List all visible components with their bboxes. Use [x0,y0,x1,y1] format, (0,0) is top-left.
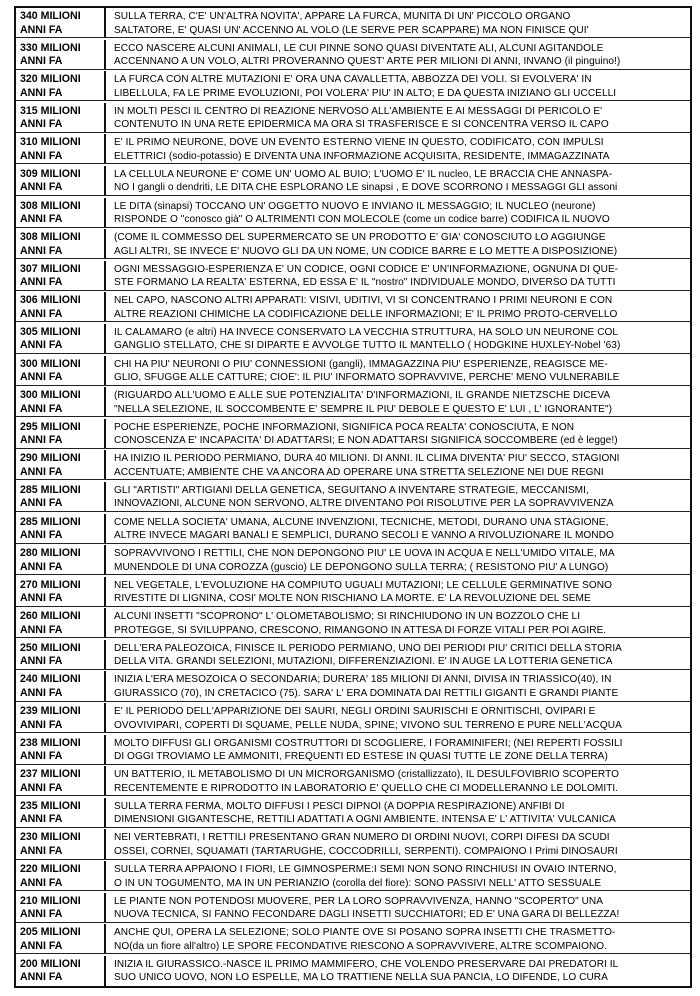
description-line: GANGLIO STELLATO, CHE SI DIPARTE E AVVOLGE TUTTO IL MANTELLO ( HODGKINE HUXLEY-Nobel '63) [114,340,621,352]
time-label [16,545,106,574]
time-label-line: 230 MILIONI [20,831,81,844]
time-label-line: ANNI FA [20,529,63,541]
timeline-row [16,956,690,986]
description-line: STE FORMANO LA REALTA' ESTERNA, ED ESSA E' IL "nostro" INDIVIDUALE MONDO, DIVERSO DA TUTTI [114,277,616,289]
time-label-line: 308 MILIONI [20,199,81,212]
time-label [16,482,106,511]
timeline-row [16,798,690,828]
description [106,766,690,795]
time-label [16,735,106,764]
time-label-line: ANNI FA [20,213,63,226]
time-label-line: 250 MILIONI [20,641,81,654]
time-label-line: 260 MILIONI [20,610,81,623]
time-label-line: 308 MILIONI [20,231,81,244]
time-label [16,893,106,922]
description-line: MUNENDOLE DI UNA COROZZA (guscio) LE DEPONGONO SULLA TERRA; ( RESISTONO PIU' A LUNGO) [114,561,609,573]
time-label-line: ANNI FA [20,908,63,921]
description-line: DELL'ERA PALEOZOICA, FINISCE IL PERIODO PERMIANO, UNO DEI PERIODI PIU' CRITICI DELLA STORIA [114,642,622,654]
description-line: UN BATTERIO, IL METABOLISMO DI UN MICRORGANISMO (cristallizzato), IL DESULFOVIBRIO SCOPERTO [114,769,620,781]
description-line: INIZIA IL GIURASSICO.-NASCE IL PRIMO MAMMIFERO, CHE VOLENDO PRESERVARE DAI PREDATORI IL [114,958,619,970]
time-label-line: ANNI FA [20,781,63,794]
description [106,577,690,606]
time-label-line: ANNI FA [20,118,63,131]
time-label [16,40,106,69]
time-label-line: ANNI FA [20,465,63,478]
timeline-row [16,324,690,354]
timeline-row [16,229,690,259]
description-line: SULLA TERRA APPAIONO I FIORI, LE GIMNOSPERME:I SEMI NON SONO RINCHIUSI IN OVAIO INTERNO, [114,864,617,876]
description-line: NO I gangli o dendriti, LE DITA CHE ESPLORANO LE sinapsi , E DOVE SCORRONO I MESSAGGI GLI assoni [114,182,618,194]
timeline-row [16,766,690,796]
description [106,71,690,100]
timeline-row [16,703,690,733]
timeline-row [16,71,690,101]
time-label-line: ANNI FA [20,55,63,68]
description [106,829,690,858]
time-label-line: ANNI FA [20,339,63,352]
timeline-row [16,356,690,386]
time-label [16,861,106,890]
time-label-line: 285 MILIONI [20,483,81,496]
time-label-line: ANNI FA [20,623,63,636]
time-label [16,71,106,100]
description-line: SOPRAVVIVONO I RETTILI, CHE NON DEPONGONO PIU' LE UOVA IN ACQUA E NELL'UMIDO VITALE, MA [114,548,615,560]
time-label-line: 239 MILIONI [20,705,81,718]
description [106,261,690,290]
time-label-line: 310 MILIONI [20,136,81,149]
description-line: CONOSCENZA E' INCAPACITA' DI ADATTARSI; E NON ADATTARSI SIGNIFICA SOCCOMBERE (ed è legge!) [114,435,618,447]
time-label-line: ANNI FA [20,434,63,447]
description-line: RISPONDE O "conosco già" O ALTRIMENTI CON MOLECOLE (come un codice barre) CODIFICA IL NUOVO [114,214,610,226]
time-label [16,8,106,37]
description-line: GLI "ARTISTI" ARTIGIANI DELLA GENETICA, SEGUITANO A INVENTARE STRATEGIE, MECCANISMI, [114,484,589,496]
timeline-row [16,924,690,954]
time-label-line: 205 MILIONI [20,926,81,939]
description [106,735,690,764]
time-label-line: ANNI FA [20,181,63,194]
description [106,861,690,890]
time-label-line: ANNI FA [20,750,63,763]
time-label [16,324,106,353]
timeline-row [16,545,690,575]
description-line: INIZIA L'ERA MESOZOICA O SECONDARIA; DURERA' 185 MILIONI DI ANNI, DIVISA IN TRIASSICO(40), IN [114,674,612,686]
description-line: GLIO, SFUGGE ALLE CATTURE; CIOE': IL PIU' INFORMATO SOPRAVVIVE, PERCHE' MENO VULNERABILE [114,372,620,384]
timeline-row [16,261,690,291]
description [106,387,690,416]
timeline-row [16,134,690,164]
description [106,356,690,385]
timeline-row [16,292,690,322]
description-line: ANCHE QUI, OPERA LA SELEZIONE; SOLO PIANTE OVE SI POSANO SOPRA INSETTI CHE TRASMETTO- [114,927,616,939]
time-label [16,261,106,290]
description-line: CONTENUTO IN UNA RETE EPIDERMICA MA ORA SI TRASFERISCE E SI CONCENTRA VERSO IL CAPO [114,119,609,131]
description-line: DI OGGI TROVIAMO LE AMMONITI, FREQUENTI ED ESTESE IN QUASI TUTTE LE ZONE DELLA TERRA) [114,751,608,763]
time-label [16,577,106,606]
time-label-line: ANNI FA [20,655,63,668]
description-line: DIMENSIONI GIGANTESCHE, RETTILI ADATTATI A OGNI AMBIENTE. INTENSA E' L' ATTIVITA' VULCANICA [114,814,616,826]
time-label-line: ANNI FA [20,844,63,857]
description [106,608,690,637]
description-line: ALTRE REAZIONI CHIMICHE LA CODIFICAZIONE DELLE INFORMAZIONI; E' IL PRIMO PROTO-CERVELLO [114,308,618,320]
timeline-row [16,893,690,923]
description-line: E' IL PRIMO NEURONE, DOVE UN EVENTO ESTERNO VIENE IN QUESTO, CODIFICATO, CON IMPULSI [114,137,604,149]
description [106,703,690,732]
time-label [16,166,106,195]
description [106,324,690,353]
time-label-line: ANNI FA [20,86,63,99]
time-label [16,134,106,163]
description-line: HA INIZIO IL PERIODO PERMIANO, DURA 40 MILIONI. DI ANNI. IL CLIMA DIVENTA' PIU' SECCO, STAGIONI [114,453,620,465]
description-line: LE DITA (sinapsi) TOCCANO UN' OGGETTO NUOVO E INVIANO IL MESSAGGIO; IL NUCLEO (neurone) [114,200,596,212]
timeline-row [16,103,690,133]
description-line: RECENTEMENTE E RIPRODOTTO IN LABORATORIO E' QUELLO CHE CI MODELLERANNO LE DOLOMITI. [114,782,619,794]
description-line: AGLI ALTRI, SE INVECE E' NUOVO GLI DA UN NOME, UN CODICE BARRE E LO METTE A DISPOSIZIONE) [114,245,618,257]
timeline-row [16,640,690,670]
description [106,198,690,227]
time-label [16,198,106,227]
description-line: ELETTRICI (sodio-potassio) E DIVENTA UNA INFORMAZIONE ACQUISITA, RESIDENTE, IMMAGAZZINATA [114,150,610,162]
description [106,893,690,922]
time-label-line: 235 MILIONI [20,799,81,812]
description-line: NO(da un fiore all'altro) LE SPORE FECONDATIVE RIESCONO A SOPRAVVIVERE, ALTRE SCOMPAIONO. [114,940,608,952]
description [106,514,690,543]
time-label-line: 238 MILIONI [20,736,81,749]
time-label-line: 295 MILIONI [20,420,81,433]
description [106,640,690,669]
description-line: OGNI MESSAGGIO-ESPERIENZA E' UN CODICE, OGNI CODICE E' UN'INFORMAZIONE, OGNUNA DI QUE- [114,263,619,275]
time-label-line: ANNI FA [20,813,63,826]
time-label-line: ANNI FA [20,939,63,952]
time-label [16,829,106,858]
timeline-row [16,419,690,449]
time-label [16,514,106,543]
description-line: SUO UNICO UOVO, NON LO ESPELLE, MA LO TRATTIENE NELLA SUA PANCIA, LO DIFENDE, LO CURA [114,972,608,984]
time-label [16,419,106,448]
time-label [16,292,106,321]
timeline-row [16,387,690,417]
description-line: LE PIANTE NON POTENDOSI MUOVERE, PER LA LORO SOPRAVVIVENZA, HANNO "SCOPERTO" UNA [114,895,604,907]
time-label [16,766,106,795]
time-label-line: 340 MILIONI [20,10,81,22]
time-label-line: ANNI FA [20,402,63,415]
description [106,419,690,448]
timeline-row [16,198,690,228]
description [106,956,690,986]
description-line: GIURASSICO (70), IN CRETACICO (75). SARA' L' ERA DOMINATA DAI RETTILI GIGANTI E GRANDI PIANTE [114,687,619,699]
time-label-line: 200 MILIONI [20,957,81,970]
time-label [16,450,106,479]
description [106,134,690,163]
time-label-line: 280 MILIONI [20,547,81,560]
description-line: E' IL PERIODO DELL'APPARIZIONE DEI SAURI, NEGLI ORDINI SAURISCHI E ORNITISCHI, OVIPARI E [114,706,596,718]
description-line: COME NELLA SOCIETA' UMANA, ALCUNE INVENZIONI, TECNICHE, METODI, DURANO UNA STAGIONE, [114,516,609,528]
timeline-row [16,450,690,480]
timeline-row [16,861,690,891]
description-line: ECCO NASCERE ALCUNI ANIMALI, LE CUI PINNE SONO QUASI DIVENTATE ALI, ALCUNI AGITANDOLE [114,42,604,54]
time-label-line: 270 MILIONI [20,578,81,591]
time-label-line: 306 MILIONI [20,294,81,307]
time-label-line: ANNI FA [20,276,63,289]
description [106,671,690,700]
description-line: NEI VERTEBRATI, I RETTILI PRESENTANO GRAN NUMERO DI ORDINI NUOVI, CORPI DIFESI DA SCUDI [114,832,610,844]
time-label-line: ANNI FA [20,876,63,889]
description-line: ALTRE INVECE MAGARI BANALI E SEMPLICI, DURANO SECOLI E VANNO A RIVOLUZIONARE IL MONDO [114,530,614,541]
description-line: POCHE ESPERIENZE, POCHE INFORMAZIONI, SIGNIFICA POCA REALTA' CONOSCIUTA, E NON [114,421,575,433]
time-label [16,640,106,669]
description [106,103,690,132]
time-label-line: 240 MILIONI [20,673,81,686]
time-label-line: 220 MILIONI [20,863,81,876]
time-label [16,356,106,385]
description-line: ALCUNI INSETTI "SCOPRONO" L' OLOMETABOLISMO; SI RINCHIUDONO IN UN BOZZOLO CHE LI [114,611,581,623]
description-line: (COME IL COMMESSO DEL SUPERMERCATO SE UN PRODOTTO E' GIA' CONOSCIUTO LO AGGIUNGE [114,232,606,244]
time-label [16,387,106,416]
time-label-line: 330 MILIONI [20,41,81,54]
description-line: LIBELLULA, FA LE PRIME EVOLUZIONI, POI VOLERA' PIU' IN ALTO; E DA QUESTA INIZIANO GLI UCCELLI [114,87,617,99]
time-label-line: ANNI FA [20,560,63,573]
description-line: SULLA TERRA, C'E' UN'ALTRA NOVITA', APPARE LA FURCA, MUNITA DI UN' PICCOLO ORGANO [114,11,571,22]
timeline-row [16,40,690,70]
description [106,8,690,37]
description-line: MOLTO DIFFUSI GLI ORGANISMI COSTRUTTORI DI SCOGLIERE, I FORAMINIFERI; (NEI REPERTI FOSSILI [114,737,623,749]
time-label [16,956,106,986]
time-label-line: 300 MILIONI [20,357,81,370]
description [106,924,690,953]
description-line: CHI HA PIU' NEURONI O PIU' CONNESSIONI (gangli), IMMAGAZZINA PIU' ESPERIENZE, REAGISCE ME- [114,358,608,370]
description-line: DELLA VITA. GRANDI SELEZIONI, MUTAZIONI, DIFFERENZIAZIONI. E' IN AUGE LA LOTTERIA GENETICA [114,656,613,668]
description-line: O IN UN TOGUMENTO, MA IN UN PERIANZIO (corolla del fiore): SONO PASSIVI NELL' ATTO SESSUALE [114,877,602,889]
time-label [16,924,106,953]
description-line: IN MOLTI PESCI IL CENTRO DI REAZIONE NERVOSO ALL'AMBIENTE E AI MESSAGGI DI PERICOLO E' [114,105,603,117]
time-label-line: ANNI FA [20,686,63,699]
timeline-row [16,829,690,859]
timeline-row [16,608,690,638]
time-label-line: ANNI FA [20,718,63,731]
description-line: INNOVAZIONI, ALCUNE NON SERVONO, ALTRE DIVENTANO POI RISOLUTIVE PER LA SOPRAVVIVENZA [114,498,614,510]
description [106,292,690,321]
time-label-line: 210 MILIONI [20,894,81,907]
timeline-row [16,577,690,607]
description [106,166,690,195]
timeline-row [16,735,690,765]
time-label-line: ANNI FA [20,244,63,257]
timeline-row [16,514,690,544]
time-label-line: 309 MILIONI [20,167,81,180]
timeline-row [16,482,690,512]
time-label [16,608,106,637]
time-label [16,229,106,258]
time-label-line: 300 MILIONI [20,389,81,402]
time-label-line: 305 MILIONI [20,325,81,338]
description-line: SULLA TERRA FERMA, MOLTO DIFFUSI I PESCI DIPNOI (A DOPPIA RESPIRAZIONE) ANFIBI DI [114,800,565,812]
description-line: NEL CAPO, NASCONO ALTRI APPARATI: VISIVI, UDITIVI, VI SI CONCENTRANO I PRIMI NEURONI E CON [114,295,613,307]
description-line: SALTATORE, E' QUASI UN' ACCENNO AL VOLO (LE SERVE PER SCAPPARE) MA NON FINISCE QUI' [114,24,589,36]
time-label-line: ANNI FA [20,23,63,36]
time-label-line: 285 MILIONI [20,515,81,528]
time-label [16,671,106,700]
timeline-row [16,8,690,38]
time-label-line: ANNI FA [20,971,63,984]
description-line: IL CALAMARO (e altri) HA INVECE CONSERVATO LA VECCHIA STRUTTURA, HA SOLO UN NEURONE COL [114,326,619,338]
description [106,40,690,69]
timeline-row [16,166,690,196]
timeline-row [16,671,690,701]
time-label-line: ANNI FA [20,307,63,320]
time-label-line: 237 MILIONI [20,768,81,781]
time-label [16,703,106,732]
description-line: OSSEI, CORNEI, SQUAMATI (TARTARUGHE, COCCODRILLI, SERPENTI). COMPAIONO I Primi DINOSAURI [114,845,618,857]
time-label-line: ANNI FA [20,497,63,510]
description-line: NEL VEGETALE, L'EVOLUZIONE HA COMPIUTO UGUALI MUTAZIONI; LE CELLULE GERMINATIVE SONO [114,579,613,591]
description-line: "NELLA SELEZIONE, IL SOCCOMBENTE E' SEMPRE IL PIU' DEBOLE E QUESTO E' LUI , L' IGNORANTE") [114,403,613,415]
timeline-table [14,6,692,988]
time-label [16,798,106,827]
description [106,545,690,574]
description [106,482,690,511]
time-label-line: 315 MILIONI [20,104,81,117]
time-label-line: 307 MILIONI [20,262,81,275]
time-label-line: ANNI FA [20,149,63,162]
description-line: (RIGUARDO ALL'UOMO E ALLE SUE POTENZIALITA' D'INFORMAZIONI, IL GRANDE NIETZSCHE DICEVA [114,390,611,402]
description-line: NUOVA TECNICA, SI FANNO FECONDARE DAGLI INSETTI SUCCHIATORI; ED E' UNA GARA DI BELLEZZA! [114,909,620,921]
time-label-line: ANNI FA [20,592,63,605]
time-label-line: 290 MILIONI [20,452,81,465]
description-line: LA FURCA CON ALTRE MUTAZIONI E' ORA UNA CAVALLETTA, ABBOZZA DEI VOLI. SI EVOLVERA' IN [114,74,592,86]
description-line: ACCENTUATE; AMBIENTE CHE VA ANCORA AD OPERARE UNA STRETTA SELEZIONE NEI DUE REGNI [114,466,604,478]
time-label-line: ANNI FA [20,371,63,384]
description-line: OVOVIVIPARI, COPERTI DI SQUAME, PELLE NUDA, SPINE; VIVONO SUL TERRENO E PURE NELL'ACQUA [114,719,622,731]
description-line: ACCENNANO A UN VOLO, ALTRI PROVERANNO QUEST' ARTE PER MILIONI DI ANNI, INVANO (il pinguino!) [114,56,621,68]
time-label [16,103,106,132]
description [106,450,690,479]
description-line: PROTEGGE, SI SVILUPPANO, CRESCONO, RIMANGONO IN ATTESA DI FORZE VITALI PER POI AGIRE. [114,624,607,636]
description [106,229,690,258]
description-line: LA CELLULA NEURONE E' COME UN' UOMO AL BUIO; L'UOMO E' IL nucleo, LE BRACCIA CHE ANNASPA- [114,168,613,180]
description [106,798,690,827]
time-label-line: 320 MILIONI [20,73,81,86]
description-line: RIVESTITE DI LIGNINA, COSI' MOLTE NON RISCHIANO LA MORTE. E' LA REVOLUZIONE DEL SEME [114,593,591,605]
